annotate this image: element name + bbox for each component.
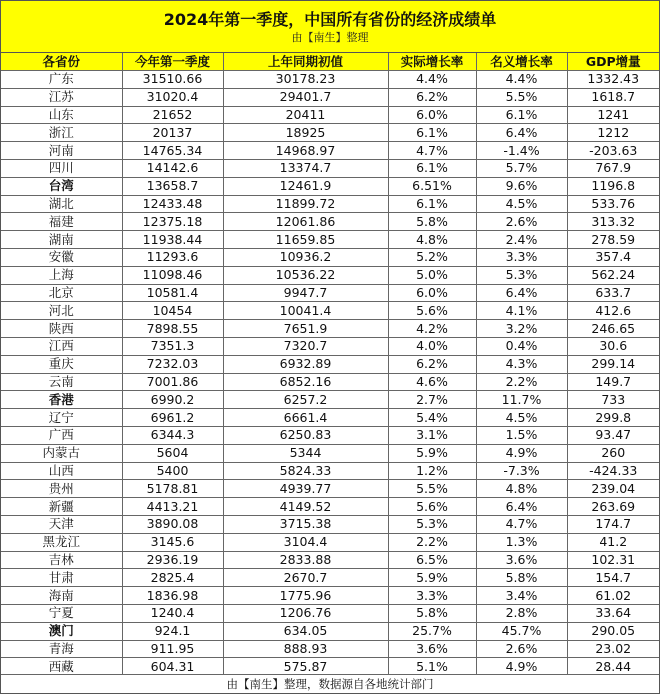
cell-last-year: 1206.76 <box>223 604 388 622</box>
cell-current-q1: 911.95 <box>122 640 223 658</box>
table-row <box>1 622 659 640</box>
cell-province: 西藏 <box>1 658 122 676</box>
cell-last-year: 575.87 <box>223 658 388 676</box>
cell-current-q1: 14142.6 <box>122 159 223 177</box>
cell-gdp-increase: 533.76 <box>567 195 659 213</box>
cell-nominal-growth: 6.4% <box>476 498 567 516</box>
cell-province: 天津 <box>1 515 122 533</box>
cell-last-year: 6257.2 <box>223 391 388 409</box>
cell-current-q1: 21652 <box>122 106 223 124</box>
header-real-growth: 实际增长率 <box>388 53 476 71</box>
header-current-q1: 今年第一季度 <box>122 53 223 71</box>
cell-nominal-growth: 5.8% <box>476 569 567 587</box>
cell-nominal-growth: 4.4% <box>476 71 567 89</box>
table-row <box>1 284 659 302</box>
cell-last-year: 14968.97 <box>223 142 388 160</box>
cell-last-year: 12061.86 <box>223 213 388 231</box>
cell-gdp-increase: 23.02 <box>567 640 659 658</box>
cell-last-year: 5344 <box>223 444 388 462</box>
cell-gdp-increase: 33.64 <box>567 604 659 622</box>
cell-gdp-increase: 149.7 <box>567 373 659 391</box>
cell-gdp-increase: 154.7 <box>567 569 659 587</box>
cell-gdp-increase: 290.05 <box>567 622 659 640</box>
table-row <box>1 658 659 676</box>
cell-nominal-growth: 2.8% <box>476 604 567 622</box>
cell-current-q1: 924.1 <box>122 622 223 640</box>
cell-province: 新疆 <box>1 498 122 516</box>
cell-real-growth: 5.9% <box>388 569 476 587</box>
cell-current-q1: 5400 <box>122 462 223 480</box>
table-row <box>1 569 659 587</box>
cell-current-q1: 1240.4 <box>122 604 223 622</box>
cell-gdp-increase: 278.59 <box>567 231 659 249</box>
cell-current-q1: 20137 <box>122 124 223 142</box>
cell-gdp-increase: 1241 <box>567 106 659 124</box>
cell-nominal-growth: 4.7% <box>476 515 567 533</box>
cell-last-year: 634.05 <box>223 622 388 640</box>
cell-real-growth: 5.1% <box>388 658 476 676</box>
cell-last-year: 6250.83 <box>223 426 388 444</box>
cell-current-q1: 5604 <box>122 444 223 462</box>
cell-province: 浙江 <box>1 124 122 142</box>
cell-current-q1: 7232.03 <box>122 355 223 373</box>
table-row <box>1 124 659 142</box>
cell-province: 台湾 <box>1 177 122 195</box>
cell-current-q1: 2825.4 <box>122 569 223 587</box>
cell-province: 湖南 <box>1 231 122 249</box>
cell-province: 安徽 <box>1 248 122 266</box>
cell-nominal-growth: 4.1% <box>476 302 567 320</box>
table-row <box>1 462 659 480</box>
cell-gdp-increase: 1212 <box>567 124 659 142</box>
cell-current-q1: 2936.19 <box>122 551 223 569</box>
cell-nominal-growth: 1.5% <box>476 426 567 444</box>
gdp-table <box>1 53 659 676</box>
cell-province: 青海 <box>1 640 122 658</box>
cell-gdp-increase: 633.7 <box>567 284 659 302</box>
cell-current-q1: 12433.48 <box>122 195 223 213</box>
table-row <box>1 320 659 338</box>
cell-province: 陕西 <box>1 320 122 338</box>
cell-real-growth: 6.1% <box>388 124 476 142</box>
cell-province: 香港 <box>1 391 122 409</box>
cell-gdp-increase: 299.8 <box>567 409 659 427</box>
cell-last-year: 10536.22 <box>223 266 388 284</box>
cell-nominal-growth: 11.7% <box>476 391 567 409</box>
table-row <box>1 355 659 373</box>
cell-gdp-increase: 1618.7 <box>567 88 659 106</box>
cell-last-year: 3715.38 <box>223 515 388 533</box>
cell-last-year: 7320.7 <box>223 337 388 355</box>
cell-province: 云南 <box>1 373 122 391</box>
cell-province: 福建 <box>1 213 122 231</box>
cell-province: 山西 <box>1 462 122 480</box>
cell-current-q1: 10581.4 <box>122 284 223 302</box>
table-row <box>1 604 659 622</box>
header-nominal-growth: 名义增长率 <box>476 53 567 71</box>
table-row <box>1 88 659 106</box>
table-row <box>1 373 659 391</box>
cell-nominal-growth: 4.9% <box>476 444 567 462</box>
cell-province: 广东 <box>1 71 122 89</box>
cell-nominal-growth: 4.5% <box>476 195 567 213</box>
cell-gdp-increase: 767.9 <box>567 159 659 177</box>
cell-gdp-increase: 313.32 <box>567 213 659 231</box>
cell-nominal-growth: 6.4% <box>476 284 567 302</box>
table-row <box>1 106 659 124</box>
cell-current-q1: 7351.3 <box>122 337 223 355</box>
cell-gdp-increase: 61.02 <box>567 587 659 605</box>
footer-note: 由【南生】整理，数据源自各地统计部门 <box>1 674 659 693</box>
cell-province: 澳门 <box>1 622 122 640</box>
table-row <box>1 337 659 355</box>
cell-gdp-increase: 412.6 <box>567 302 659 320</box>
cell-gdp-increase: 1332.43 <box>567 71 659 89</box>
cell-real-growth: 4.6% <box>388 373 476 391</box>
cell-nominal-growth: -1.4% <box>476 142 567 160</box>
cell-gdp-increase: 246.65 <box>567 320 659 338</box>
cell-current-q1: 7001.86 <box>122 373 223 391</box>
cell-province: 河南 <box>1 142 122 160</box>
cell-current-q1: 13658.7 <box>122 177 223 195</box>
cell-real-growth: 6.5% <box>388 551 476 569</box>
cell-real-growth: 2.2% <box>388 533 476 551</box>
cell-province: 重庆 <box>1 355 122 373</box>
table-row <box>1 587 659 605</box>
table-row <box>1 248 659 266</box>
cell-real-growth: 4.4% <box>388 71 476 89</box>
cell-gdp-increase: 299.14 <box>567 355 659 373</box>
cell-current-q1: 1836.98 <box>122 587 223 605</box>
cell-gdp-increase: 562.24 <box>567 266 659 284</box>
cell-gdp-increase: 357.4 <box>567 248 659 266</box>
cell-current-q1: 7898.55 <box>122 320 223 338</box>
cell-current-q1: 11938.44 <box>122 231 223 249</box>
cell-current-q1: 6990.2 <box>122 391 223 409</box>
cell-nominal-growth: 3.3% <box>476 248 567 266</box>
cell-province: 黑龙江 <box>1 533 122 551</box>
table-row <box>1 71 659 89</box>
cell-current-q1: 5178.81 <box>122 480 223 498</box>
cell-province: 河北 <box>1 302 122 320</box>
table-row <box>1 426 659 444</box>
cell-current-q1: 6961.2 <box>122 409 223 427</box>
cell-province: 山东 <box>1 106 122 124</box>
cell-real-growth: 5.2% <box>388 248 476 266</box>
cell-nominal-growth: 0.4% <box>476 337 567 355</box>
cell-real-growth: 5.3% <box>388 515 476 533</box>
table-row <box>1 444 659 462</box>
cell-nominal-growth: 1.3% <box>476 533 567 551</box>
cell-current-q1: 4413.21 <box>122 498 223 516</box>
cell-last-year: 6661.4 <box>223 409 388 427</box>
cell-last-year: 4939.77 <box>223 480 388 498</box>
cell-last-year: 20411 <box>223 106 388 124</box>
cell-real-growth: 4.7% <box>388 142 476 160</box>
cell-real-growth: 5.6% <box>388 498 476 516</box>
cell-current-q1: 11098.46 <box>122 266 223 284</box>
cell-last-year: 7651.9 <box>223 320 388 338</box>
cell-real-growth: 5.4% <box>388 409 476 427</box>
table-row <box>1 515 659 533</box>
cell-real-growth: 1.2% <box>388 462 476 480</box>
cell-last-year: 2833.88 <box>223 551 388 569</box>
cell-real-growth: 6.0% <box>388 106 476 124</box>
table-row <box>1 231 659 249</box>
cell-gdp-increase: 263.69 <box>567 498 659 516</box>
cell-province: 贵州 <box>1 480 122 498</box>
cell-gdp-increase: 93.47 <box>567 426 659 444</box>
cell-nominal-growth: 2.2% <box>476 373 567 391</box>
cell-current-q1: 31510.66 <box>122 71 223 89</box>
cell-gdp-increase: 733 <box>567 391 659 409</box>
cell-nominal-growth: 5.7% <box>476 159 567 177</box>
cell-last-year: 29401.7 <box>223 88 388 106</box>
cell-province: 辽宁 <box>1 409 122 427</box>
cell-current-q1: 11293.6 <box>122 248 223 266</box>
cell-nominal-growth: 6.1% <box>476 106 567 124</box>
table-row <box>1 640 659 658</box>
cell-real-growth: 5.9% <box>388 444 476 462</box>
table-row <box>1 391 659 409</box>
cell-nominal-growth: 3.4% <box>476 587 567 605</box>
cell-province: 北京 <box>1 284 122 302</box>
table-header-row <box>1 53 659 71</box>
cell-province: 吉林 <box>1 551 122 569</box>
table-row <box>1 498 659 516</box>
cell-gdp-increase: -424.33 <box>567 462 659 480</box>
cell-real-growth: 4.8% <box>388 231 476 249</box>
cell-last-year: 12461.9 <box>223 177 388 195</box>
cell-nominal-growth: 5.3% <box>476 266 567 284</box>
cell-gdp-increase: 174.7 <box>567 515 659 533</box>
cell-province: 宁夏 <box>1 604 122 622</box>
cell-gdp-increase: 102.31 <box>567 551 659 569</box>
cell-gdp-increase: -203.63 <box>567 142 659 160</box>
cell-real-growth: 4.2% <box>388 320 476 338</box>
cell-nominal-growth: 2.6% <box>476 213 567 231</box>
cell-province: 上海 <box>1 266 122 284</box>
cell-last-year: 18925 <box>223 124 388 142</box>
table-row <box>1 195 659 213</box>
cell-last-year: 6852.16 <box>223 373 388 391</box>
table-row <box>1 302 659 320</box>
table-row <box>1 159 659 177</box>
cell-current-q1: 14765.34 <box>122 142 223 160</box>
cell-nominal-growth: 3.6% <box>476 551 567 569</box>
cell-last-year: 5824.33 <box>223 462 388 480</box>
cell-real-growth: 6.2% <box>388 355 476 373</box>
cell-last-year: 888.93 <box>223 640 388 658</box>
cell-current-q1: 3890.08 <box>122 515 223 533</box>
cell-real-growth: 6.1% <box>388 159 476 177</box>
cell-last-year: 3104.4 <box>223 533 388 551</box>
cell-nominal-growth: 4.8% <box>476 480 567 498</box>
cell-real-growth: 25.7% <box>388 622 476 640</box>
cell-last-year: 10041.4 <box>223 302 388 320</box>
cell-real-growth: 6.0% <box>388 284 476 302</box>
cell-real-growth: 5.0% <box>388 266 476 284</box>
table-row <box>1 533 659 551</box>
cell-province: 甘肃 <box>1 569 122 587</box>
table-row <box>1 213 659 231</box>
cell-real-growth: 6.51% <box>388 177 476 195</box>
cell-current-q1: 604.31 <box>122 658 223 676</box>
cell-province: 海南 <box>1 587 122 605</box>
table-row <box>1 142 659 160</box>
cell-real-growth: 6.1% <box>388 195 476 213</box>
cell-province: 四川 <box>1 159 122 177</box>
cell-last-year: 4149.52 <box>223 498 388 516</box>
cell-province: 湖北 <box>1 195 122 213</box>
cell-real-growth: 5.8% <box>388 604 476 622</box>
cell-gdp-increase: 260 <box>567 444 659 462</box>
table-row <box>1 409 659 427</box>
cell-real-growth: 3.1% <box>388 426 476 444</box>
cell-nominal-growth: -7.3% <box>476 462 567 480</box>
cell-last-year: 9947.7 <box>223 284 388 302</box>
cell-nominal-growth: 45.7% <box>476 622 567 640</box>
cell-real-growth: 2.7% <box>388 391 476 409</box>
header-last-year: 上年同期初值 <box>223 53 388 71</box>
cell-nominal-growth: 2.6% <box>476 640 567 658</box>
table-row <box>1 551 659 569</box>
cell-current-q1: 12375.18 <box>122 213 223 231</box>
cell-real-growth: 5.6% <box>388 302 476 320</box>
table-row <box>1 480 659 498</box>
cell-province: 江苏 <box>1 88 122 106</box>
cell-nominal-growth: 2.4% <box>476 231 567 249</box>
header-gdp-increase: GDP增量 <box>567 53 659 71</box>
cell-province: 内蒙古 <box>1 444 122 462</box>
cell-nominal-growth: 4.9% <box>476 658 567 676</box>
cell-last-year: 2670.7 <box>223 569 388 587</box>
cell-last-year: 11899.72 <box>223 195 388 213</box>
cell-real-growth: 3.6% <box>388 640 476 658</box>
cell-province: 广西 <box>1 426 122 444</box>
cell-gdp-increase: 41.2 <box>567 533 659 551</box>
cell-gdp-increase: 1196.8 <box>567 177 659 195</box>
cell-nominal-growth: 4.5% <box>476 409 567 427</box>
cell-real-growth: 4.0% <box>388 337 476 355</box>
cell-real-growth: 5.5% <box>388 480 476 498</box>
cell-real-growth: 6.2% <box>388 88 476 106</box>
table-row <box>1 266 659 284</box>
cell-province: 江西 <box>1 337 122 355</box>
cell-gdp-increase: 28.44 <box>567 658 659 676</box>
cell-current-q1: 3145.6 <box>122 533 223 551</box>
subtitle: 由【南生】整理 <box>291 31 369 44</box>
cell-gdp-increase: 30.6 <box>567 337 659 355</box>
cell-last-year: 10936.2 <box>223 248 388 266</box>
cell-gdp-increase: 239.04 <box>567 480 659 498</box>
table-body <box>1 71 659 676</box>
cell-real-growth: 5.8% <box>388 213 476 231</box>
cell-current-q1: 10454 <box>122 302 223 320</box>
cell-nominal-growth: 6.4% <box>476 124 567 142</box>
cell-last-year: 1775.96 <box>223 587 388 605</box>
cell-current-q1: 31020.4 <box>122 88 223 106</box>
cell-nominal-growth: 3.2% <box>476 320 567 338</box>
cell-last-year: 6932.89 <box>223 355 388 373</box>
header-province: 各省份 <box>1 53 122 71</box>
cell-last-year: 30178.23 <box>223 71 388 89</box>
cell-real-growth: 3.3% <box>388 587 476 605</box>
table-row <box>1 177 659 195</box>
cell-nominal-growth: 9.6% <box>476 177 567 195</box>
title-banner <box>1 1 659 53</box>
page-title: 2024年第一季度，中国所有省份的经济成绩单 <box>163 10 497 29</box>
cell-last-year: 11659.85 <box>223 231 388 249</box>
cell-nominal-growth: 4.3% <box>476 355 567 373</box>
cell-last-year: 13374.7 <box>223 159 388 177</box>
cell-nominal-growth: 5.5% <box>476 88 567 106</box>
cell-current-q1: 6344.3 <box>122 426 223 444</box>
